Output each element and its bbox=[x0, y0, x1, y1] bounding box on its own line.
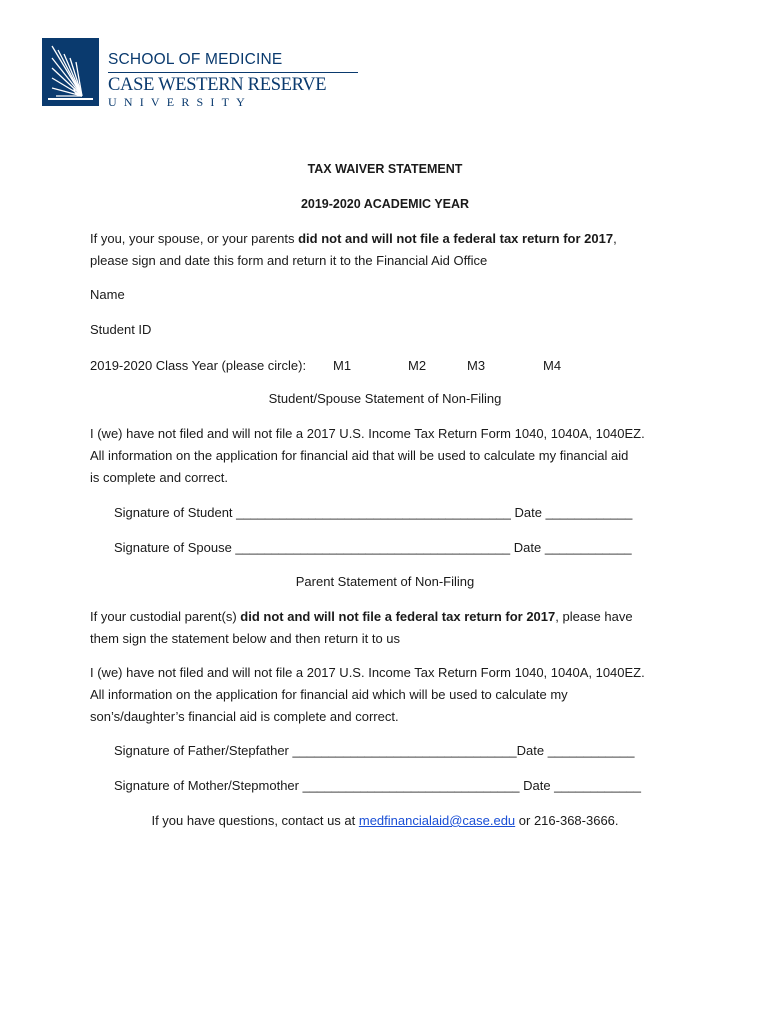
parent-statement-line-3: son’s/daughter’s financial aid is complete and correct. bbox=[90, 709, 399, 724]
class-option-m2[interactable]: M2 bbox=[408, 358, 427, 373]
parent-statement-line-2: All information on the application for financial aid which will be used to calculate my bbox=[90, 687, 568, 702]
contact-text: If you have questions, contact us at bbox=[151, 813, 359, 828]
university-logo bbox=[42, 38, 342, 110]
intro-text: If you, your spouse, or your parents bbox=[90, 231, 299, 246]
class-option-m4[interactable]: M4 bbox=[543, 358, 562, 373]
student-statement-line-1: I (we) have not filed and will not file a 2017 U.S. Income Tax Return Form 1040, 1040A, 1040EZ. bbox=[90, 426, 645, 441]
parent-section-heading: Parent Statement of Non-Filing bbox=[295, 574, 475, 589]
intro-text-end: , bbox=[613, 231, 617, 246]
student-statement-line-3: is complete and correct. bbox=[90, 470, 229, 485]
logo-university-name: CASE WESTERN RESERVE bbox=[108, 75, 327, 95]
student-signature-line[interactable]: Signature of Student ______________________________________ Date ____________ bbox=[114, 505, 633, 520]
name-field-label: Name bbox=[90, 287, 125, 302]
class-option-m1[interactable]: M1 bbox=[333, 358, 352, 373]
logo-emblem-icon bbox=[42, 38, 99, 106]
parent-intro-line-2: them sign the statement below and then return it to us bbox=[90, 631, 401, 646]
parent-intro-text-end: , please have bbox=[555, 609, 633, 624]
mother-signature-line[interactable]: Signature of Mother/Stepmother ______________________________ Date ____________ bbox=[114, 778, 641, 793]
spouse-signature-line[interactable]: Signature of Spouse ______________________________________ Date ____________ bbox=[114, 540, 632, 555]
class-option-m3[interactable]: M3 bbox=[467, 358, 486, 373]
logo-divider bbox=[108, 72, 358, 73]
intro-line-2: please sign and date this form and return it to the Financial Aid Office bbox=[90, 253, 488, 268]
parent-intro-bold-text: did not and will not file a federal tax return for 2017 bbox=[240, 609, 556, 624]
logo-university-word: UNIVERSITY bbox=[108, 95, 252, 109]
intro-line-1 bbox=[90, 231, 617, 247]
contact-email-link[interactable]: medfinancialaid@case.edu bbox=[358, 813, 516, 828]
parent-statement-line-1: I (we) have not filed and will not file a 2017 U.S. Income Tax Return Form 1040, 1040A, 1040EZ. bbox=[90, 665, 645, 680]
parent-intro-line-1 bbox=[90, 609, 633, 625]
student-statement-line-2: All information on the application for financial aid that will be used to calculate my financial aid bbox=[90, 448, 629, 463]
student-section-heading: Student/Spouse Statement of Non-Filing bbox=[268, 391, 502, 406]
class-year-label: 2019-2020 Class Year (please circle): bbox=[90, 358, 307, 373]
intro-bold-text: did not and will not file a federal tax return for 2017 bbox=[298, 231, 614, 246]
parent-intro-text: If your custodial parent(s) bbox=[90, 609, 241, 624]
student-id-field-label: Student ID bbox=[90, 322, 152, 337]
academic-year: 2019-2020 ACADEMIC YEAR bbox=[300, 197, 470, 211]
contact-line bbox=[0, 813, 770, 829]
logo-school-text: SCHOOL OF MEDICINE bbox=[108, 51, 283, 68]
page-title: TAX WAIVER STATEMENT bbox=[307, 162, 463, 176]
contact-phone-text: or 216-368-3666. bbox=[515, 813, 619, 828]
father-signature-line[interactable]: Signature of Father/Stepfather _______________________________Date ____________ bbox=[114, 743, 635, 758]
